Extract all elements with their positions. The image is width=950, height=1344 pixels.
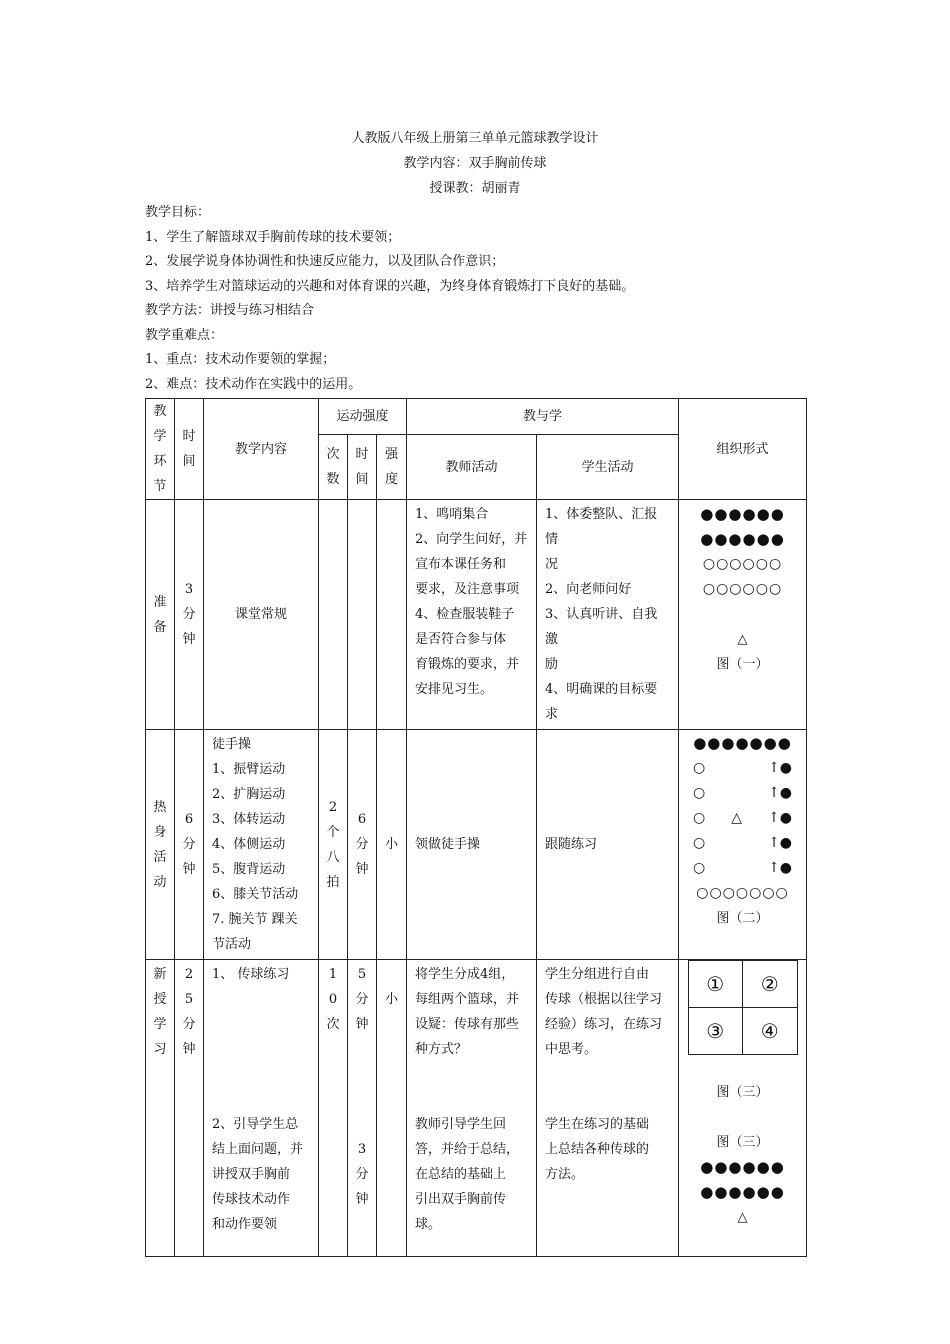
- figure-caption: 图（一）: [716, 657, 769, 672]
- prep-organization: [679, 500, 807, 730]
- header-duration: 时 间: [348, 435, 377, 500]
- warmup-strength: 小: [377, 730, 407, 960]
- group-2-icon: ②: [743, 961, 798, 1008]
- header-teacher-activity: 教师活动: [407, 435, 537, 500]
- table-row-newlearn: [146, 960, 807, 1257]
- formation-row: ●●●●●●: [700, 505, 785, 523]
- prep-duration: [348, 500, 377, 730]
- prep-time: 3 分 钟: [175, 500, 204, 730]
- prep-content: 课堂常规: [204, 500, 319, 730]
- prep-student-activity: 1、体委整队、汇报情 况 2、向老师问好 3、认真听讲、自我激 励 4、明确课的目标要 求: [537, 500, 679, 730]
- newlearn-count: 1 0 次: [319, 960, 348, 1257]
- newlearn-time: 2 5 分 钟: [175, 960, 204, 1257]
- group-1-icon: ①: [688, 961, 743, 1008]
- header-teach-learn: 教与学: [407, 399, 679, 435]
- intro-line: 1、重点：技术动作要领的掌握；: [145, 352, 336, 367]
- header-intensity: 运动强度: [319, 399, 407, 435]
- formation-row: ●●●●●●: [700, 1183, 785, 1201]
- table-row-warmup: [146, 730, 807, 960]
- formation-row: ○○○○○○: [702, 581, 783, 597]
- figure-caption: 图（三）: [716, 1135, 769, 1150]
- document-title: 人教版八年级上册第三单单元篮球教学设计: [351, 131, 599, 146]
- figure-caption: 图（三）: [716, 1085, 769, 1100]
- newlearn-duration: 5 分 钟 3 分 钟: [348, 960, 377, 1257]
- figure-caption: 图（二）: [716, 911, 769, 926]
- formation-row: ○ ↑●: [693, 785, 793, 801]
- document-header: [0, 126, 950, 201]
- teacher-line: 授课教：胡丽青: [429, 181, 521, 196]
- table-header-row: [146, 399, 807, 435]
- intro-line: 教学方法：讲授与练习相结合: [145, 303, 315, 318]
- formation-row: ○○○○○○○: [696, 885, 789, 901]
- newlearn-stage: 新 授 学 习: [146, 960, 175, 1257]
- newlearn-content: 1、 传球练习 2、引导学生总 结上面问题，并 讲授双手胸前 传球技术动作 和动作要领: [204, 960, 319, 1257]
- formation-row: ●●●●●●: [700, 1158, 785, 1176]
- formation-row: ○ ↑●: [693, 835, 793, 851]
- formation-row: ○ ↑●: [693, 860, 793, 876]
- header-organization: 组织形式: [679, 399, 807, 500]
- newlearn-student-activity: 学生分组进行自由 传球（根据以往学习 经验）练习，在练习 中思考。 学生在练习的基础 上总结各种传球的 方法。: [537, 960, 679, 1257]
- prep-stage: 准 备: [146, 500, 175, 730]
- formation-row: ○○○○○○: [702, 556, 783, 572]
- formation-row: ○ ↑●: [693, 760, 793, 776]
- warmup-count: 2 个 八 拍: [319, 730, 348, 960]
- warmup-student-activity: 跟随练习: [537, 730, 679, 960]
- header-content: 教学内容: [204, 399, 319, 500]
- teacher-triangle-icon: △: [731, 810, 743, 826]
- warmup-teacher-activity: 领做徒手操: [407, 730, 537, 960]
- header-student-activity: 学生活动: [537, 435, 679, 500]
- intro-line: 2、难点：技术动作在实践中的运用。: [145, 376, 362, 392]
- formation-row: ○ △ ↑●: [679, 806, 806, 831]
- prep-strength: [377, 500, 407, 730]
- intro-line: 2、发展学说身体协调性和快速反应能力，以及团队合作意识；: [145, 254, 505, 269]
- group-3-icon: ③: [688, 1008, 743, 1055]
- newlearn-teacher-activity: 将学生分成4组， 每组两个篮球，并 设疑：传球有那些 种方式？ 教师引导学生回 答，并给于总结， 在总结的基础上 引出双手胸前传 球。: [407, 960, 537, 1257]
- warmup-time: 6 分 钟: [175, 730, 204, 960]
- warmup-duration: 6 分 钟: [348, 730, 377, 960]
- intro-section: [145, 201, 815, 397]
- prep-teacher-activity: 1、鸣哨集合 2、向学生问好，并 宣布本课任务和 要求，及注意事项 4、检查服装鞋子 是否符合参与体 育锻炼的要求，并 安排见习生。: [407, 500, 537, 730]
- warmup-content: 徒手操 1、振臂运动 2、扩胸运动 3、体转运动 4、体侧运动 5、腹背运动 6、膝关节活动 7. 腕关节 踝关 节活动: [204, 730, 319, 960]
- newlearn-strength: 小: [377, 960, 407, 1257]
- group-4-icon: ④: [743, 1008, 798, 1055]
- intro-line: 教学重难点：: [145, 327, 224, 343]
- header-stage: 教 学 环 节: [146, 399, 175, 500]
- warmup-stage: 热 身 活 动: [146, 730, 175, 960]
- group-grid: [688, 960, 798, 1055]
- formation-row: ●●●●●●●: [693, 734, 792, 752]
- header-count: 次 数: [319, 435, 348, 500]
- intro-line: 教学目标：: [145, 205, 211, 220]
- table-row-prep: [146, 500, 807, 730]
- intro-line: 3、培养学生对篮球运动的兴趣和对体育课的兴趣，为终身体育锻炼打下良好的基础。: [145, 278, 635, 294]
- formation-row: ●●●●●●: [700, 530, 785, 548]
- prep-count: [319, 500, 348, 730]
- lesson-plan-table: [145, 398, 807, 1257]
- teacher-triangle-icon: △: [737, 1210, 748, 1225]
- teaching-content-line: 教学内容：双手胸前传球: [403, 156, 547, 171]
- warmup-organization: [679, 730, 807, 960]
- header-time: 时 间: [175, 399, 204, 500]
- teacher-triangle-icon: △: [737, 632, 748, 647]
- header-strength: 强 度: [377, 435, 407, 500]
- intro-line: 1、学生了解篮球双手胸前传球的技术要领；: [145, 229, 401, 245]
- newlearn-organization: [679, 960, 807, 1257]
